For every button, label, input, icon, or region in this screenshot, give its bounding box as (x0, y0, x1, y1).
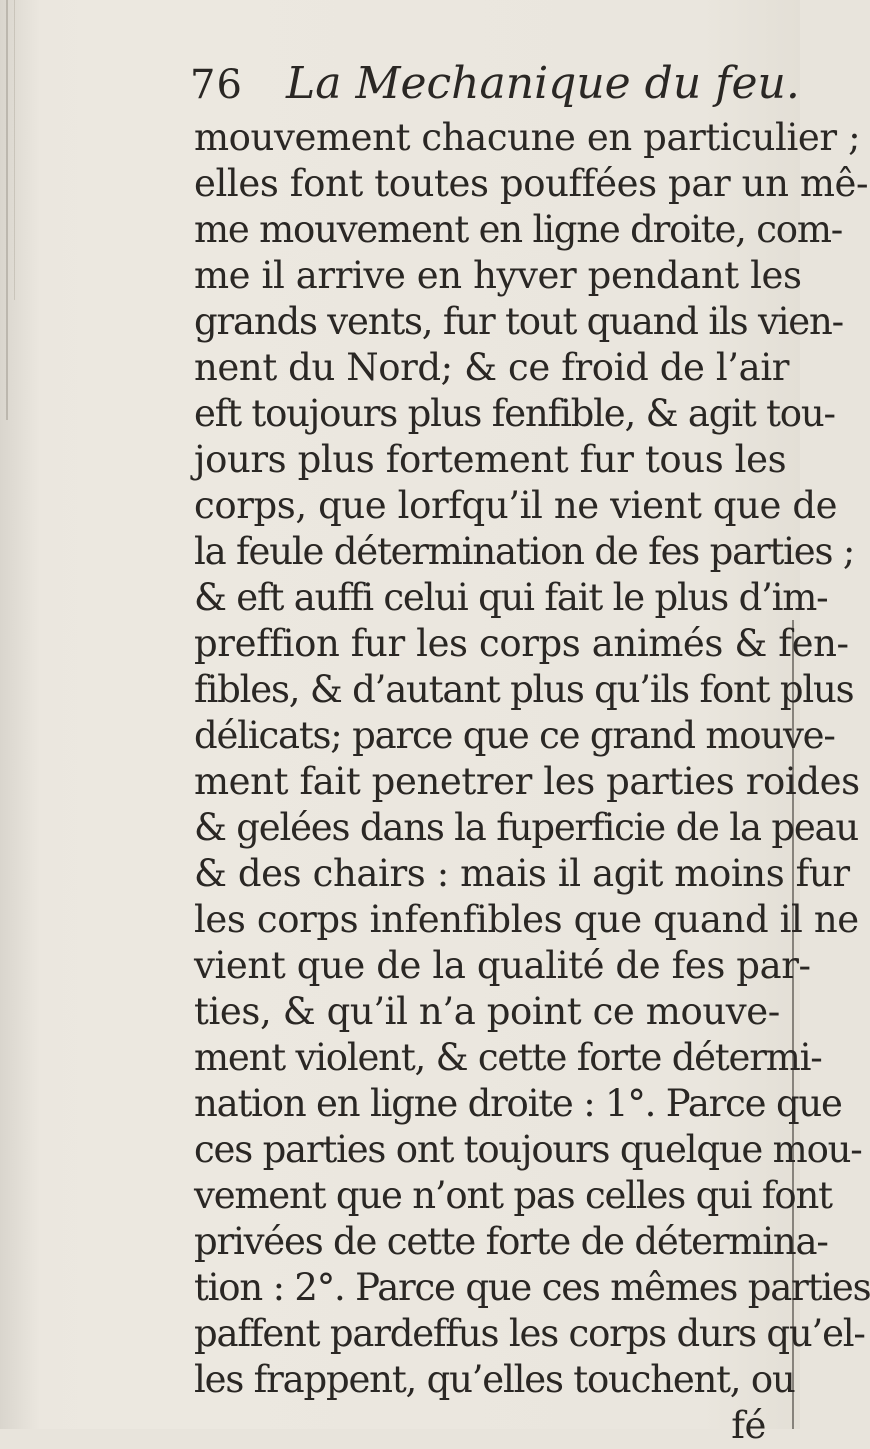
text-line: les frappent, qu’elles touchent, ou (194, 1358, 795, 1401)
text-line: privées de cette forte de détermina- (194, 1220, 828, 1263)
text-line: & eft auffi celui qui fait le plus d’im- (194, 576, 828, 619)
text-line: grands vents, fur tout quand ils vien- (194, 300, 843, 343)
text-line: eft toujours plus fenfible, & agit tou- (194, 392, 835, 435)
text-line: & des chairs : mais il agit moins fur (194, 852, 850, 895)
text-line: ces parties ont toujours quelque mou- (194, 1128, 862, 1171)
text-line: preffion fur les corps animés & fen- (194, 622, 849, 665)
text-line: délicats; parce que ce grand mouve- (194, 714, 835, 757)
text-line: & gelées dans la fuperficie de la peau (194, 806, 859, 849)
text-line: tion : 2°. Parce que ces mêmes parties (194, 1266, 870, 1309)
page-number: 76 (190, 62, 243, 108)
text-line: me mouvement en ligne droite, com- (194, 208, 843, 251)
text-line: nent du Nord; & ce froid de l’air (194, 346, 790, 389)
gutter-shadow (6, 0, 8, 420)
page-header (190, 58, 800, 118)
text-line: les corps infenfibles que quand il ne (194, 898, 859, 941)
text-line: jours plus fortement fur tous les (194, 438, 787, 481)
text-line: vient que de la qualité de fes par- (194, 944, 811, 987)
text-line: ment fait penetrer les parties roides (194, 760, 860, 803)
gutter-shadow-inner (14, 0, 15, 300)
text-line: ties, & qu’il n’a point ce mouve- (194, 990, 780, 1033)
text-line: elles font toutes pouffées par un mê- (194, 162, 869, 205)
catchword: fé (731, 1404, 766, 1447)
text-line: paffent pardeffus les corps durs qu’el- (194, 1312, 865, 1355)
running-title: La Mechanique du feu. (286, 58, 800, 109)
text-line: mouvement chacune en particulier ; (194, 116, 861, 159)
text-line: la feule détermination de fes parties ; (194, 530, 855, 573)
text-line: vement que n’ont pas celles qui font (194, 1174, 832, 1217)
text-line: ment violent, & cette forte détermi- (194, 1036, 822, 1079)
text-line: fibles, & d’autant plus qu’ils font plus (194, 668, 854, 711)
text-line: corps, que lorfqu’il ne vient que de (194, 484, 838, 527)
text-line: nation en ligne droite : 1°. Parce que (194, 1082, 842, 1125)
body-text (194, 115, 870, 1449)
text-line: me il arrive en hyver pendant les (194, 254, 802, 297)
